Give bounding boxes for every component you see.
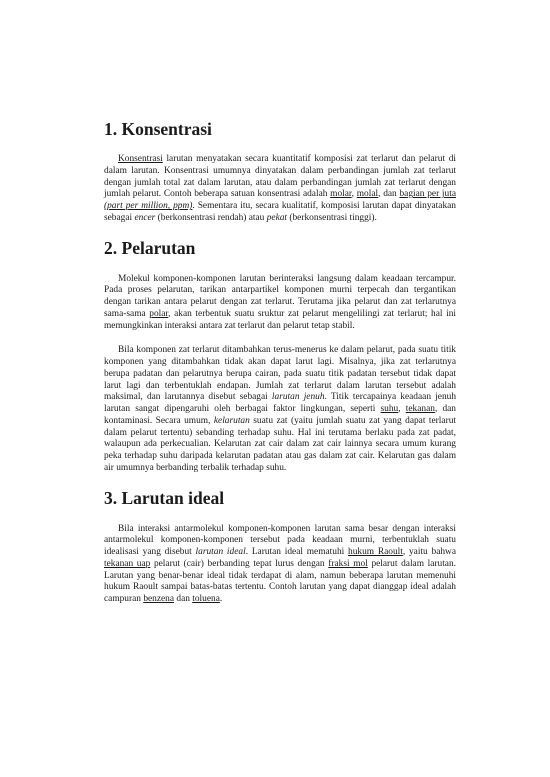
- section-heading: 3. Larutan ideal: [104, 487, 225, 508]
- wiki-link[interactable]: bagian per juta: [399, 189, 456, 200]
- text-run: pelarut dalam larutan. Larutan yang benar-benar ideal tidak terdapat di alam, namun beberapa larutan memenuhi hukum Raoult sampai batas-batas tertentu. Contoh larutan yang dapat dianggap ideal adalah campuran: [104, 558, 456, 604]
- emphasis-text: encer: [134, 212, 156, 223]
- wiki-link[interactable]: hukum Raoult: [348, 547, 403, 557]
- section-heading: 2. Pelarutan: [104, 237, 196, 258]
- text-run: ,: [351, 189, 357, 200]
- text-run: .: [219, 594, 223, 604]
- wiki-link[interactable]: molal: [356, 189, 379, 200]
- text-run: , dan: [378, 189, 400, 200]
- text-run: dan: [174, 594, 193, 604]
- wiki-link[interactable]: tekanan uap: [104, 558, 151, 569]
- text-run: , akan terbentuk suatu sruktur zat pelarut mengelilingi zat terlarut; hal ini memungkinkan interaksi antara zat terlarut dan pelarut tetap stabil.: [104, 308, 456, 331]
- text-run: (berkonsentrasi tinggi).: [287, 212, 377, 223]
- section-pelarutan: [104, 237, 456, 475]
- text-run: ,: [398, 404, 406, 414]
- paragraph: [104, 274, 456, 333]
- wiki-link[interactable]: suhu: [380, 404, 399, 414]
- text-run: (berkonsentrasi rendah) atau: [155, 212, 267, 223]
- emphasis-text: kelarutan: [213, 415, 250, 426]
- wiki-link[interactable]: polar: [149, 308, 169, 319]
- text-run: , dan kontaminasi. Secara umum,: [104, 404, 456, 426]
- paragraph: [104, 524, 456, 606]
- emphasis-text: pekat: [266, 212, 288, 223]
- text-run: . Larutan ideal mematuhi: [245, 547, 349, 557]
- wiki-link[interactable]: (part per million, ppm): [104, 201, 193, 211]
- text-run: pelarut (cair) berbanding tepat lurus dengan: [150, 558, 329, 569]
- paragraph: [104, 345, 456, 474]
- text-run: Bila interaksi antarmolekul komponen-komponen larutan sama besar dengan interaksi antarmolekul komponen-komponen tersebut pada keadaan murni, terbentuklah suatu idealisasi yang disebut: [104, 523, 456, 557]
- document-body: [104, 118, 456, 606]
- wiki-link[interactable]: toluena: [192, 594, 220, 604]
- section-konsentrasi: [104, 118, 456, 225]
- text-run: suatu zat (yaitu jumlah suatu zat yang dapat terlarut dalam pelarut tertentu) sebanding terhadap suhu. Hal ini terutama berlaku pada zat padat, walaupun ada perkecualian. Kelarutan zat cair dalam zat cair lainnya secara umum kurang peka terhadap suhu daripada kelarutan padatan atau gas dalam zat cair. Kelarutan gas dalam air umumnya berbanding terbalik terhadap suhu.: [104, 415, 456, 473]
- paragraph: [104, 154, 456, 225]
- text-run: Bila komponen zat terlarut ditambahkan terus-menerus ke dalam pelarut, pada suatu titik komponen yang ditambahkan tidak akan dapat larut lagi. Misalnya, jika zat terlarutnya berupa padatan dan pelarutnya berupa cairan, pada suatu titik padatan tersebut tidak dapat larut lagi dan terbentuklah endapan. Jumlah zat terlarut dalam larutan tersebut adalah maksimal, dan larutannya disebut sebagai: [104, 345, 456, 403]
- emphasis-text: larutan ideal: [195, 547, 246, 557]
- text-run: , yaitu bahwa: [402, 547, 456, 557]
- text-run: Molekul komponen-komponen larutan berinteraksi langsung dalam keadaan tercampur. Pada proses pelarutan, tarikan antarpartikel komponen murni terpecah dan tergantikan dengan tarikan antara pelarut dengan zat terlarut. Terutama jika pelarut dan zat terlarutnya sama-sama: [104, 273, 456, 319]
- section-heading: 1. Konsentrasi: [104, 119, 212, 139]
- section-larutan-ideal: [104, 487, 456, 606]
- text-run: . Sementara itu, secara kualitatif, komposisi larutan dapat dinyatakan sebagai: [104, 201, 456, 223]
- text-run: . Titik tercapainya keadaan jenuh larutan sangat dipengaruhi oleh berbagai faktor lingkungan, seperti: [104, 392, 457, 414]
- wiki-link[interactable]: molar: [330, 189, 352, 200]
- wiki-link[interactable]: tekanan: [405, 404, 435, 414]
- wiki-link[interactable]: fraksi mol: [328, 558, 368, 569]
- wiki-link[interactable]: benzena: [143, 594, 175, 604]
- text-run: larutan menyatakan secara kuantitatif komposisi zat terlarut dan pelarut di dalam larutan. Konsentrasi umumnya dinyatakan dalam perbandingan jumlah zat terlarut dengan jumlah total zat dalam larutan, atau dalam perbandingan jumlah zat terlarut dengan jumlah pelarut. Contoh beberapa satuan konsentrasi adalah: [104, 154, 456, 200]
- emphasis-text: larutan jenuh: [271, 392, 325, 403]
- wiki-link[interactable]: Konsentrasi: [118, 154, 163, 164]
